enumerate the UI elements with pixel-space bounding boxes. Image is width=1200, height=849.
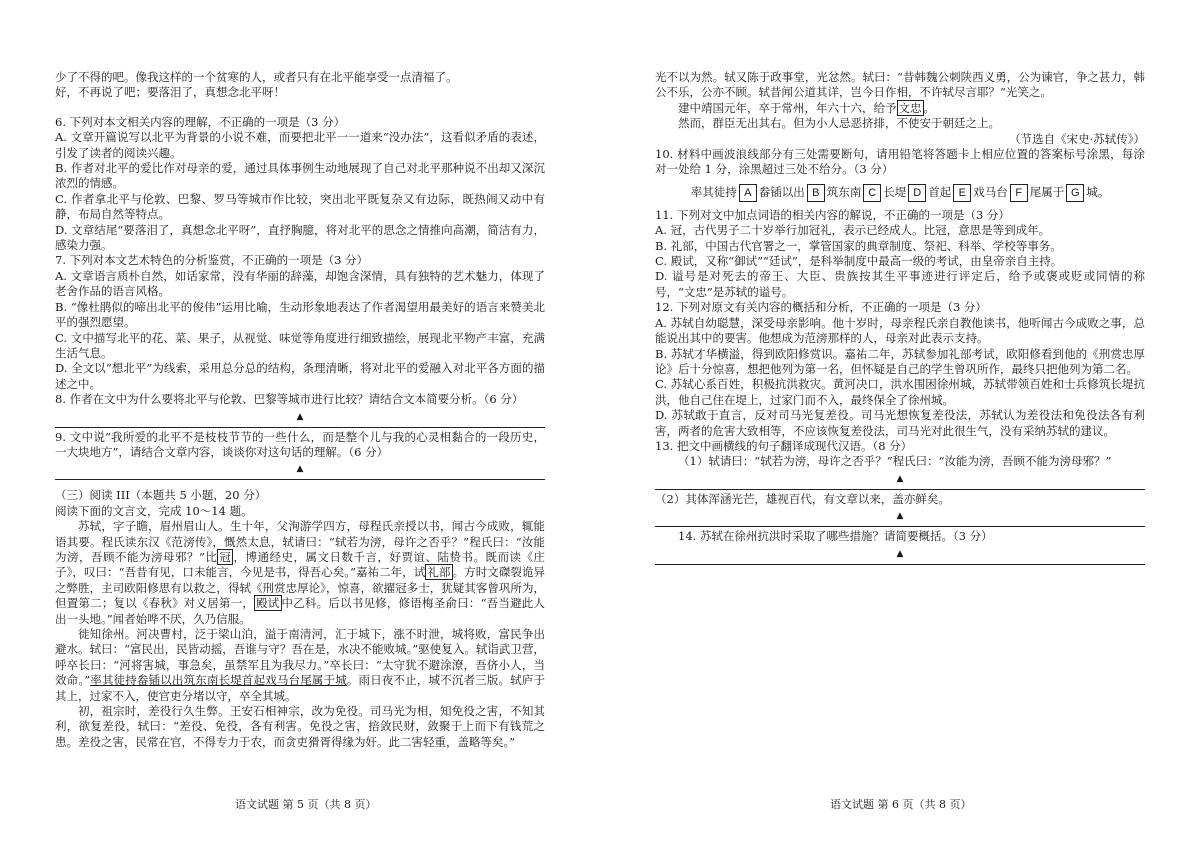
question-7 xyxy=(55,253,545,392)
classical-paragraph-4: 建中靖国元年，卒于常州，年六十六，给予 文忠 。 xyxy=(678,100,935,115)
answer-area[interactable] xyxy=(655,507,1145,529)
classical-paragraph-3: 初，祖宗时，差役行久生弊。王安石相神宗，改为免役。司马光为相，知免役之害，不知其利，欲复差役，轼曰：“差役、免役，各有利害。免役之害，掊敛民财，敛聚于上而下有钱荒之患。差役之害，民常在官，不得专力于农，而贪吏猾胥得缘为奸。此二害轻重，盖略等矣。” xyxy=(55,704,545,749)
page-footer: 语文试题 第 5 页（共 8 页） xyxy=(235,798,377,811)
answer-area[interactable] xyxy=(55,460,545,482)
classical-paragraph-2: 徙知徐州。河决曹村，泛于梁山泊，溢于南清河，汇于城下，涨不时泄，城将败，富民争出避水。轼曰：“富民出，民皆动摇，吾谁与守？吾在是，水决不能败城。”驱使复入。轼诣武卫营，呼卒长曰：“河将害城，事急矣，虽禁军且为我尽力。”卒长曰：“太守犹不避涂潦，吾侪小人，当效命。”率其徒持畚锸以出筑东南长堤首起戏马台尾属于城。雨日夜不止，城不沉者三版。轼庐于其上，过家不入，使官吏分堵以守，卒全其城。 xyxy=(55,627,546,703)
translation-item-2: （2）其体浑涵光芒，雄视百代，有文章以来，盖亦鲜矣。 xyxy=(655,491,950,506)
classical-paragraph-3-cont: 光不以为然。轼又陈于政事堂，光忿然。轼曰：“昔韩魏公刺陕西义勇，公为谏官，争之甚力，韩公不乐，公亦不顾。轼昔闻公道其详，岂今日作相，不许轼尽言耶？”光笑之。 xyxy=(655,70,1145,100)
question-14: 14. 苏轼在徐州抗洪时采取了哪些措施？请简要概括。（3 分） xyxy=(678,529,993,544)
classical-paragraph-1: 苏轼，字子瞻，眉州眉山人。生十年，父洵游学四方，母程氏亲授以书，闻古今成败，辄能语其要。程氏读东汉《范滂传》，慨然太息，轼请曰：“轼若为滂，母许之否乎？”程氏曰：“汝能为滂，吾顾不能为滂母邪？”比 冠 ，博通经史，属文日数千言，好贾谊、陆贽书。既而读《庄子》，叹曰：“吾昔有见，口未能言，今见是书，得吾心矣。”嘉祐二年，试 礼部 。方时文磔裂诡异之弊胜，主司欧阳修思有以救之，得轼《刑赏忠厚论》，惊喜，欲擢冠多士，犹疑其客曾巩所为，但置第二；复以《春秋》对义居第一， 殿试 中乙科。后以书见修，修语梅圣俞曰：“吾当避此人出一头地。”闻者始哗不厌，久乃信服。 xyxy=(55,519,546,626)
option: B. 作者对北平的爱比作对母亲的爱，通过具体事例生动地展现了自己对北平那种说不出却又深沉浓烈的情感。 xyxy=(55,161,545,191)
question-13: 13. 把文中画横线的句子翻译成现代汉语。（8 分） xyxy=(655,438,913,453)
answer-area[interactable] xyxy=(55,408,545,430)
page-footer: 语文试题 第 6 页（共 8 页） xyxy=(830,798,972,811)
dotted-term: 礼部 xyxy=(427,565,451,580)
answer-line xyxy=(655,526,1145,527)
answer-line xyxy=(655,489,1145,490)
option: B. “像杜鹃似的啼出北平的俊伟”运用比喻，生动形象地表达了作者渴望用最美好的语言来赞美北平的强烈愿望。 xyxy=(55,299,545,330)
section-title: （三）阅读 III（本题共 5 小题，20 分） xyxy=(55,488,267,503)
question-10: 10. 材料中画波浪线部分有三处需要断句，请用铅笔将答题卡上相应位置的答案标号涂黑，每涂对一处给 1 分，涂黑超过三处不给分。（3 分） xyxy=(655,147,1145,177)
answer-marker-icon: ▲ xyxy=(296,411,304,422)
option: C. 作者拿北平与伦敦、巴黎、罗马等城市作比较，突出北平既复杂又有边际，既热闹又动中有静，布局自然等特点。 xyxy=(55,191,545,222)
option: C. 殿试，又称“御试”“廷试”，是科举制度中最高一级的考试，由皇帝亲自主持。 xyxy=(655,254,1063,269)
segmentation-row: 率其徒持 A 畚锸以出 B 筑东南 C 长堤 D 首起 E 戏马台 F 尾属于 G 城。 xyxy=(655,184,1145,202)
break-option-c[interactable]: C xyxy=(863,184,881,202)
break-option-d[interactable]: D xyxy=(908,184,926,202)
break-option-g[interactable]: G xyxy=(1066,184,1084,202)
option: A. 文章开篇说写以北平为背景的小说不难，而要把北平一一道来“没办法”，这看似矛盾的表述，引发了读者的阅读兴趣。 xyxy=(55,130,545,160)
question-11 xyxy=(655,208,1145,300)
question-6 xyxy=(55,115,545,254)
option: C. 苏轼心系百姓，积极抗洪救灾。黄河决口，洪水围困徐州城，苏轼带领百姓和士兵修筑长堤抗洪，他自己住在堤上，过家门而不入，最终保全了徐州城。 xyxy=(655,377,1145,407)
option: D. 苏轼敢于直言，反对司马光复差役。司马光想恢复差役法，苏轼认为差役法和免役法各有利害，两者的危害大致相等，不应该恢复差役法，司马光对此很生气，没有采纳苏轼的建议。 xyxy=(655,408,1145,438)
question-9: 9. 文中说“我所爱的北平不是枝枝节节的一些什么，而是整个儿与我的心灵相黏合的一段历史，一大块地方”，请结合文章内容，谈谈你对这句话的理解。（6 分） xyxy=(55,429,545,459)
wavy-underlined-sentence: 率其徒持畚锸以出筑东南长堤首起戏马台尾属于城 xyxy=(90,673,347,688)
option: C. 文中描写北平的花、菜、果子，从视觉、味觉等角度进行细致描绘，展现北平物产丰富，充满生活气息。 xyxy=(55,330,545,360)
answer-marker-icon: ▲ xyxy=(896,548,904,559)
answer-line xyxy=(655,564,1145,565)
question-8: 8. 作者在文中为什么要将北平与伦敦、巴黎等城市进行比较？请结合文本简要分析。（6 分） xyxy=(55,392,524,407)
answer-area[interactable] xyxy=(655,545,1145,567)
question-stem: 11. 下列对文中加点词语的相关内容的解说，不正确的一项是（3 分） xyxy=(655,207,1010,222)
break-option-a[interactable]: A xyxy=(739,184,757,202)
option: A. 苏轼自幼聪慧，深受母亲影响。他十岁时，母亲程氏亲自教他读书，他听闻古今成败之事，总能说出其中的要害。他想成为范滂那样的人，母亲对此表示支持。 xyxy=(655,315,1145,346)
answer-line xyxy=(55,427,545,428)
answer-marker-icon: ▲ xyxy=(296,464,304,475)
break-option-e[interactable]: E xyxy=(953,184,971,202)
break-option-b[interactable]: B xyxy=(807,184,825,202)
option: B. 礼部，中国古代官署之一，掌管国家的典章制度、祭祀、科举、学校等事务。 xyxy=(655,238,1062,253)
translation-item-1: （1）轼请曰：“轼若为滂，母许之否乎？”程氏曰：“汝能为滂，吾顾不能为滂母邪？” xyxy=(678,454,1112,469)
break-option-f[interactable]: F xyxy=(1010,184,1028,202)
source-note: （节选自《宋史·苏轼传》） xyxy=(1009,131,1145,146)
section-instruction: 阅读下面的文言文，完成 10～14 题。 xyxy=(55,503,253,518)
question-stem: 7. 下列对本文艺术特色的分析鉴赏，不正确的一项是（3 分） xyxy=(55,253,369,268)
option: A. 文章语言质朴自然，如话家常，没有华丽的辞藻，却饱含深情，具有独特的艺术魅力，体现了老舍作品的语言风格。 xyxy=(55,268,545,299)
option: D. 文章结尾“要落泪了，真想念北平呀”，直抒胸臆，将对北平的思念之情推向高潮，简洁有力，感染力强。 xyxy=(55,222,545,253)
dotted-term: 殿试 xyxy=(256,596,280,611)
question-12 xyxy=(655,300,1145,439)
question-stem: 12. 下列对原文有关内容的概括和分析，不正确的一项是（3 分） xyxy=(655,300,987,315)
option: D. 全文以“想北平”为线索，采用总分总的结构，条理清晰，将对北平的爱融入对北平各方面的描述之中。 xyxy=(55,361,545,391)
passage-tail-line: 好，不再说了吧；要落泪了，真想念北平呀！ xyxy=(55,85,285,100)
option: B. 苏轼才华横溢，得到欧阳修赏识。嘉祐二年，苏轼参加礼部考试，欧阳修看到他的《刑赏忠厚论》后十分惊喜，想把他列为第一名，但怀疑是自己的学生曾巩所作，最终只把他列为第二名。 xyxy=(655,346,1145,376)
answer-area[interactable] xyxy=(655,470,1145,492)
passage-tail-line: 少了不得的吧。像我这样的一个贫寒的人，或者只有在北平能享受一点清福了。 xyxy=(55,70,458,84)
right-page xyxy=(655,70,1145,567)
question-stem: 6. 下列对本文相关内容的理解，不正确的一项是（3 分） xyxy=(55,114,346,129)
option: A. 冠，古代男子二十岁举行加冠礼，表示已经成人。比冠，意思是等到成年。 xyxy=(655,223,1051,238)
answer-line xyxy=(55,479,545,480)
left-page xyxy=(55,70,545,750)
dotted-term: 文忠 xyxy=(898,100,922,115)
classical-paragraph-5: 然而，群臣无出其右。但为小人忌恶挤排，不使安于朝廷之上。 xyxy=(678,116,1000,131)
answer-marker-icon: ▲ xyxy=(896,473,904,484)
option: D. 谥号是对死去的帝王、大臣、贵族按其生平事迹进行评定后，给予或褒或贬或同情的称号，“文忠”是苏轼的谥号。 xyxy=(655,269,1145,299)
dotted-term: 冠 xyxy=(219,549,232,564)
answer-marker-icon: ▲ xyxy=(896,511,904,522)
